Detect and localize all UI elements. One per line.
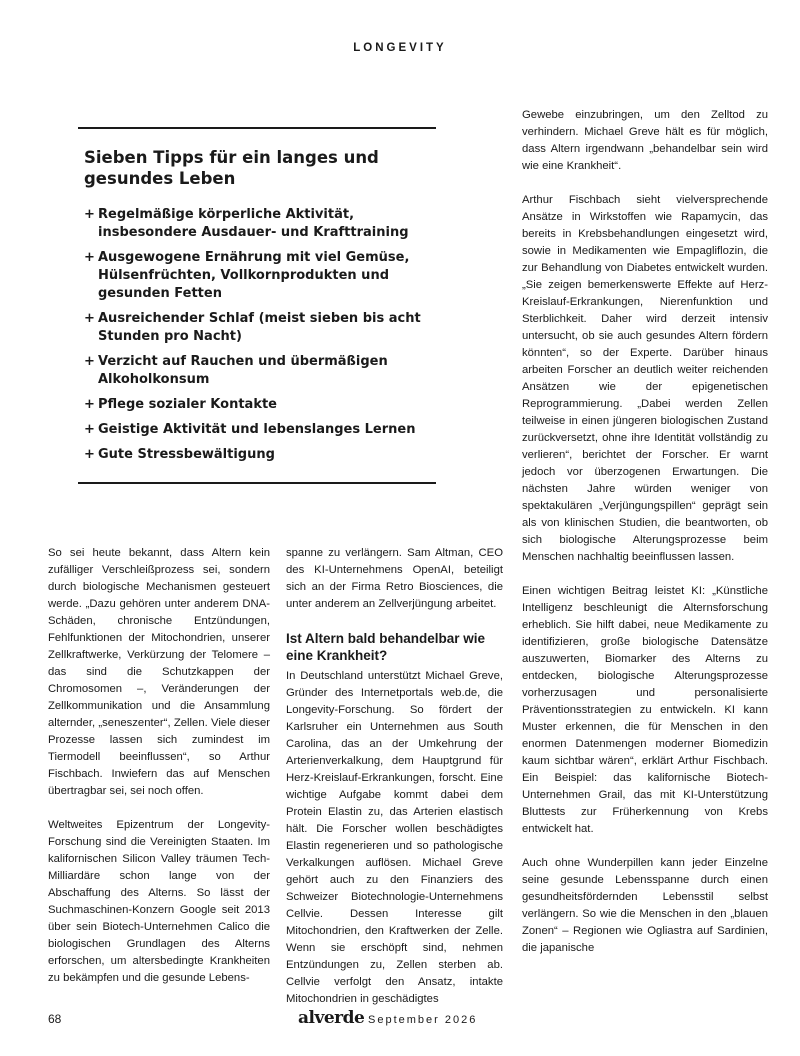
paragraph: Weltweites Epizentrum der Longevity-Forschung sind die Vereinigten Staaten. Im kalifornischen Silicon Valley träumen Tech-Milliardäre schon lange von der Abschaffung des Alterns. So lässt der Suchmaschinen-Konzern Google seit 2013 über sein Biotech-Unternehmen Calico die biologischen Grundlagen des Alterns erforschen, um altersbedingte Krankheiten zu bekämpfen und die gesunde Lebens- (48, 819, 270, 984)
tips-top-rule (78, 127, 436, 129)
issue-date: September 2026 (368, 1014, 478, 1026)
tip-item (84, 396, 429, 414)
paragraph: Einen wichtigen Beitrag leistet KI: „Künstliche Intelligenz beschleunigt die Alternsforschung erheblich. Sie hilft dabei, neue Medikamente zu identifizieren, große biologische Datensätze auszuwerten, Biomarker des Alterns zu entdecken, biologische Alterungsprozesse vorherzusagen und personalisierte Präventionsstrategien zu entwickeln. KI kann Muster erkennen, die für Menschen in den enormen Datenmengen moderner Biomedizin kaum sichtbar wären“, erklärt Arthur Fischbach. Ein Beispiel: das kalifornische Biotech-Unternehmen Grail, das mit KI-Unterstützung Bluttests zur Früherkennung von Krebs entwickelt hat. (522, 585, 768, 835)
page-number: 68 (48, 1012, 62, 1026)
tips-bottom-rule (78, 482, 436, 484)
tip-text: Gute Stressbewältigung (98, 447, 275, 462)
plus-icon: + (84, 397, 95, 412)
paragraph: Arthur Fischbach sieht vielversprechende Ansätze in Wirkstoffen wie Rapamycin, das bereits in Krebsbehandlungen eingesetzt wird, sowie in Medikamenten wie Empagliflozin, die zur Behandlung von Diabetes entwickelt wurden. „Sie zeigen bemerkenswerte Effekte auf Herz-Kreislauf-Erkrankungen, Nierenfunktion und Sterblichkeit. Daher wird derzeit intensiv untersucht, ob sie auch gesundes Altern fördern könnten“, so der Experte. Darüber hinaus arbeiten Forscher an deutlich weiter reichenden Ansätzen wie der epigenetischen Reprogrammierung. „Dabei werden Zellen teilweise in einen jüngeren biologischen Zustand zurückversetzt, ohne ihre Identität vollständig zu verlieren“, berichtet der Forscher. Er warnt jedoch vor überzogenen Erwartungen. Die nächsten Jahre würden weniger von spektakulären „Verjüngungspillen“ geprägt sein als von klinischen Studien, die beantworten, ob sich biologische Alterungsprozesse beim Menschen nachhaltig beeinflussen lassen. (522, 194, 768, 563)
article-column-2 (286, 545, 503, 1025)
tip-text: Geistige Aktivität und lebenslanges Lernen (98, 422, 416, 437)
tips-title: Sieben Tipps für ein langes und gesundes Leben (84, 148, 379, 188)
article-column-3 (522, 107, 768, 974)
tip-item (84, 206, 429, 242)
plus-icon: + (84, 207, 95, 222)
tip-item (84, 421, 429, 439)
plus-icon: + (84, 311, 95, 326)
tip-item (84, 446, 429, 464)
paragraph: spanne zu verlängern. Sam Altman, CEO des KI-Unternehmens OpenAI, beteiligt sich an der Firma Retro Biosciences, die unter anderem an Zellverjüngung arbeitet. (286, 547, 503, 610)
paragraph: In Deutschland unterstützt Michael Greve, Gründer des Internetportals web.de, die Longevity-Forschung. So fördert der Karlsruher ein Unternehmen aus South Carolina, das an der Umkehrung der Arterienverkalkung, dem Hauptgrund für Herz-Kreislauf-Erkrankungen, forscht. Eine wichtige Aufgabe kommt dabei dem Protein Elastin zu, das Arterien elastisch hält. Die Forscher wollen beschädigtes Elastin regenerieren und so pathologische Verkalkungen auflösen. Michael Greve gehört auch zu den Finanziers des Schweizer Biotechnologie-Unternehmens Cellvie. Dessen Interesse gilt Mitochondrien, den Kraftwerken der Zelle. Wenn sie erschöpft sind, nehmen Entzündungen zu, Zellen sterben ab. Cellvie verfolgt den Ansatz, intakte Mitochondrien in geschädigtes (286, 670, 503, 1005)
tips-box (78, 127, 436, 484)
tips-list (84, 206, 429, 471)
subheading: Ist Altern bald behandelbar wie eine Krankheit? (286, 631, 486, 663)
brand-logo: alverde (298, 1008, 365, 1028)
tip-item (84, 249, 429, 303)
tip-text: Pflege sozialer Kontakte (98, 397, 277, 412)
paragraph: Auch ohne Wunderpillen kann jeder Einzelne seine gesunde Lebensspanne durch einen gesundheitsfördernden Lebensstil selbst verlängern. So wie die Menschen in den „blauen Zonen“ – Regionen wie Ogliastra auf Sardinien, die japanische (522, 857, 768, 954)
plus-icon: + (84, 250, 95, 265)
tip-text: Ausgewogene Ernährung mit viel Gemüse, Hülsenfrüchten, Vollkornprodukten und gesunden Fetten (98, 250, 410, 301)
tip-text: Ausreichender Schlaf (meist sieben bis acht Stunden pro Nacht) (98, 311, 421, 344)
article-column-1 (48, 545, 270, 1004)
paragraph: So sei heute bekannt, dass Altern kein zufälliger Verschleißprozess sei, sondern durch biologische Mechanismen gesteuert werde. „Dazu gehören unter anderem DNA-Schäden, chronische Entzündungen, Fehlfunktionen der Mitochondrien, unserer Zellkraftwerke, Verkürzung der Telomere – das sind die Schutzkappen der Chromosomen –, Veränderungen der Zellkommunikation und die Ansammlung alternder, „seneszenter“, Zellen. Viele dieser Prozesse lassen sich zumindest im Tiermodell beeinflussen“, so Arthur Fischbach. Inwiefern das auf Menschen übertragbar sei, sei noch offen. (48, 547, 270, 797)
tip-text: Regelmäßige körperliche Aktivität, insbesondere Ausdauer- und Krafttraining (98, 207, 409, 240)
plus-icon: + (84, 422, 95, 437)
paragraph: Gewebe einzubringen, um den Zelltod zu verhindern. Michael Greve hält es für möglich, dass Altern irgendwann „behandelbar sein wird wie eine Krankheit“. (522, 109, 768, 172)
section-label: LONGEVITY (353, 42, 447, 54)
plus-icon: + (84, 447, 95, 462)
tip-text: Verzicht auf Rauchen und übermäßigen Alkoholkonsum (98, 354, 388, 387)
tip-item (84, 353, 429, 389)
tip-item (84, 310, 429, 346)
plus-icon: + (84, 354, 95, 369)
